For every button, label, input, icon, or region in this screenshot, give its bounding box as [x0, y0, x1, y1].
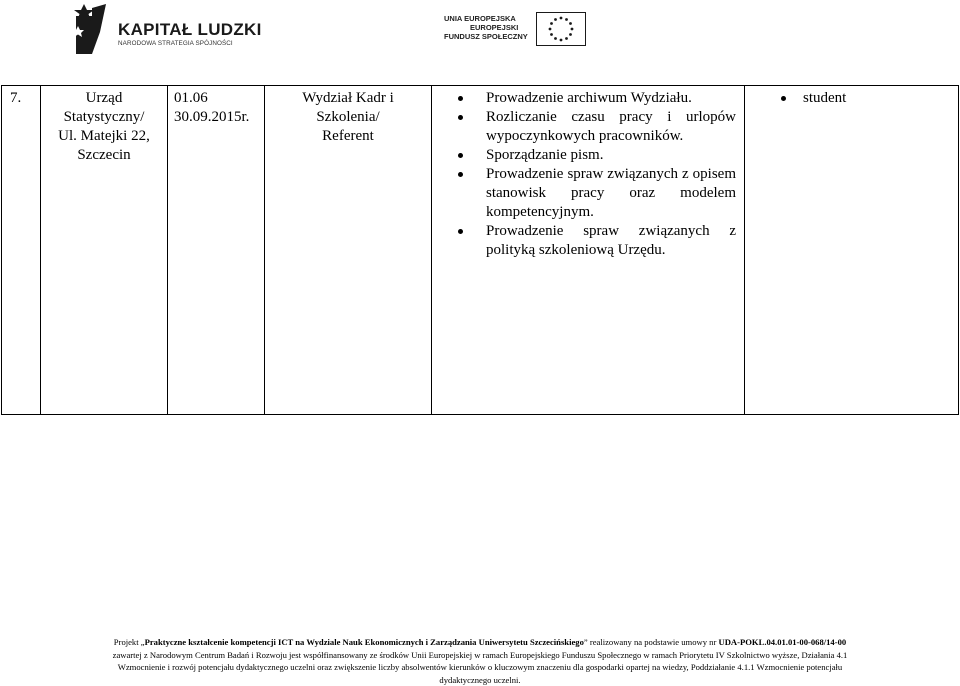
duties-list [442, 89, 736, 260]
list-item: Prowadzenie archiwum Wydziału. [442, 89, 736, 108]
department-line: Szkolenia/ [271, 108, 425, 127]
eu-logo-line2: EUROPEJSKI [444, 23, 528, 32]
table-row [2, 86, 959, 415]
eu-logo-line3: FUNDUSZ SPOŁECZNY [444, 32, 528, 41]
recipients-list [751, 89, 952, 108]
footer-line-3: Wzmocnienie i rozwój potencjału dydaktycznego uczelni oraz zwiększenie liczby absolwentów kierunków o kluczowym znaczeniu dla gospodarki opartej na wiedzy, Poddziałanie 4.1.1 Wzmocnienie potencjału [0, 661, 960, 674]
recipients-cell [745, 86, 959, 415]
dates-cell [168, 86, 265, 415]
footer-contract-number: UDA-POKL.04.01.01-00-068/14-00 [718, 637, 846, 647]
eu-logo-line1: UNIA EUROPEJSKA [444, 14, 528, 23]
internship-table [1, 85, 959, 415]
list-item: Sporządzanie pism. [442, 146, 736, 165]
office-line: Urząd [47, 89, 161, 108]
date-end: 30.09.2015r. [174, 108, 258, 127]
footer-project-mid: ” realizowany na podstawie umowy nr [584, 637, 719, 647]
kapital-ludzki-title: KAPITAŁ LUDZKI [118, 20, 262, 40]
eu-logo [444, 12, 586, 48]
footer-project-prefix: Projekt „ [114, 637, 145, 647]
office-line: Ul. Matejki 22, [47, 127, 161, 146]
department-cell [265, 86, 432, 415]
eu-logo-text [444, 14, 528, 41]
kapital-ludzki-emblem-icon [70, 2, 108, 56]
kapital-ludzki-logo [70, 2, 250, 56]
office-line: Szczecin [47, 146, 161, 165]
project-footer [0, 636, 960, 686]
office-cell [41, 86, 168, 415]
row-number: 7. [2, 86, 41, 415]
date-start: 01.06 [174, 89, 258, 108]
footer-line-4: dydaktycznego uczelni. [0, 674, 960, 686]
eu-flag-icon [536, 12, 586, 46]
list-item: Rozliczanie czasu pracy i urlopów wypoczynkowych pracowników. [442, 108, 736, 146]
footer-line-2: zawartej z Narodowym Centrum Badań i Rozwoju jest współfinansowany ze środków Unii Europejskiej w ramach Europejskiego Funduszu Społecznego w ramach Priorytetu IV Szkolnictwo wyższe, Działania 4.1 [0, 649, 960, 662]
kapital-ludzki-subtitle: NARODOWA STRATEGIA SPÓJNOŚCI [118, 40, 233, 47]
footer-project-title: Praktyczne kształcenie kompetencji ICT na Wydziale Nauk Ekonomicznych i Zarządzania Uniwersytetu Szczecińskiego [145, 637, 584, 647]
list-item: Prowadzenie spraw związanych z opisem stanowisk pracy oraz modelem kompetencyjnym. [442, 165, 736, 222]
department-line: Wydział Kadr i [271, 89, 425, 108]
office-line: Statystyczny/ [47, 108, 161, 127]
footer-line-1 [0, 636, 960, 649]
list-item: Prowadzenie spraw związanych z polityką szkoleniową Urzędu. [442, 222, 736, 260]
department-line: Referent [271, 127, 425, 146]
list-item: student [751, 89, 952, 108]
duties-cell [432, 86, 745, 415]
